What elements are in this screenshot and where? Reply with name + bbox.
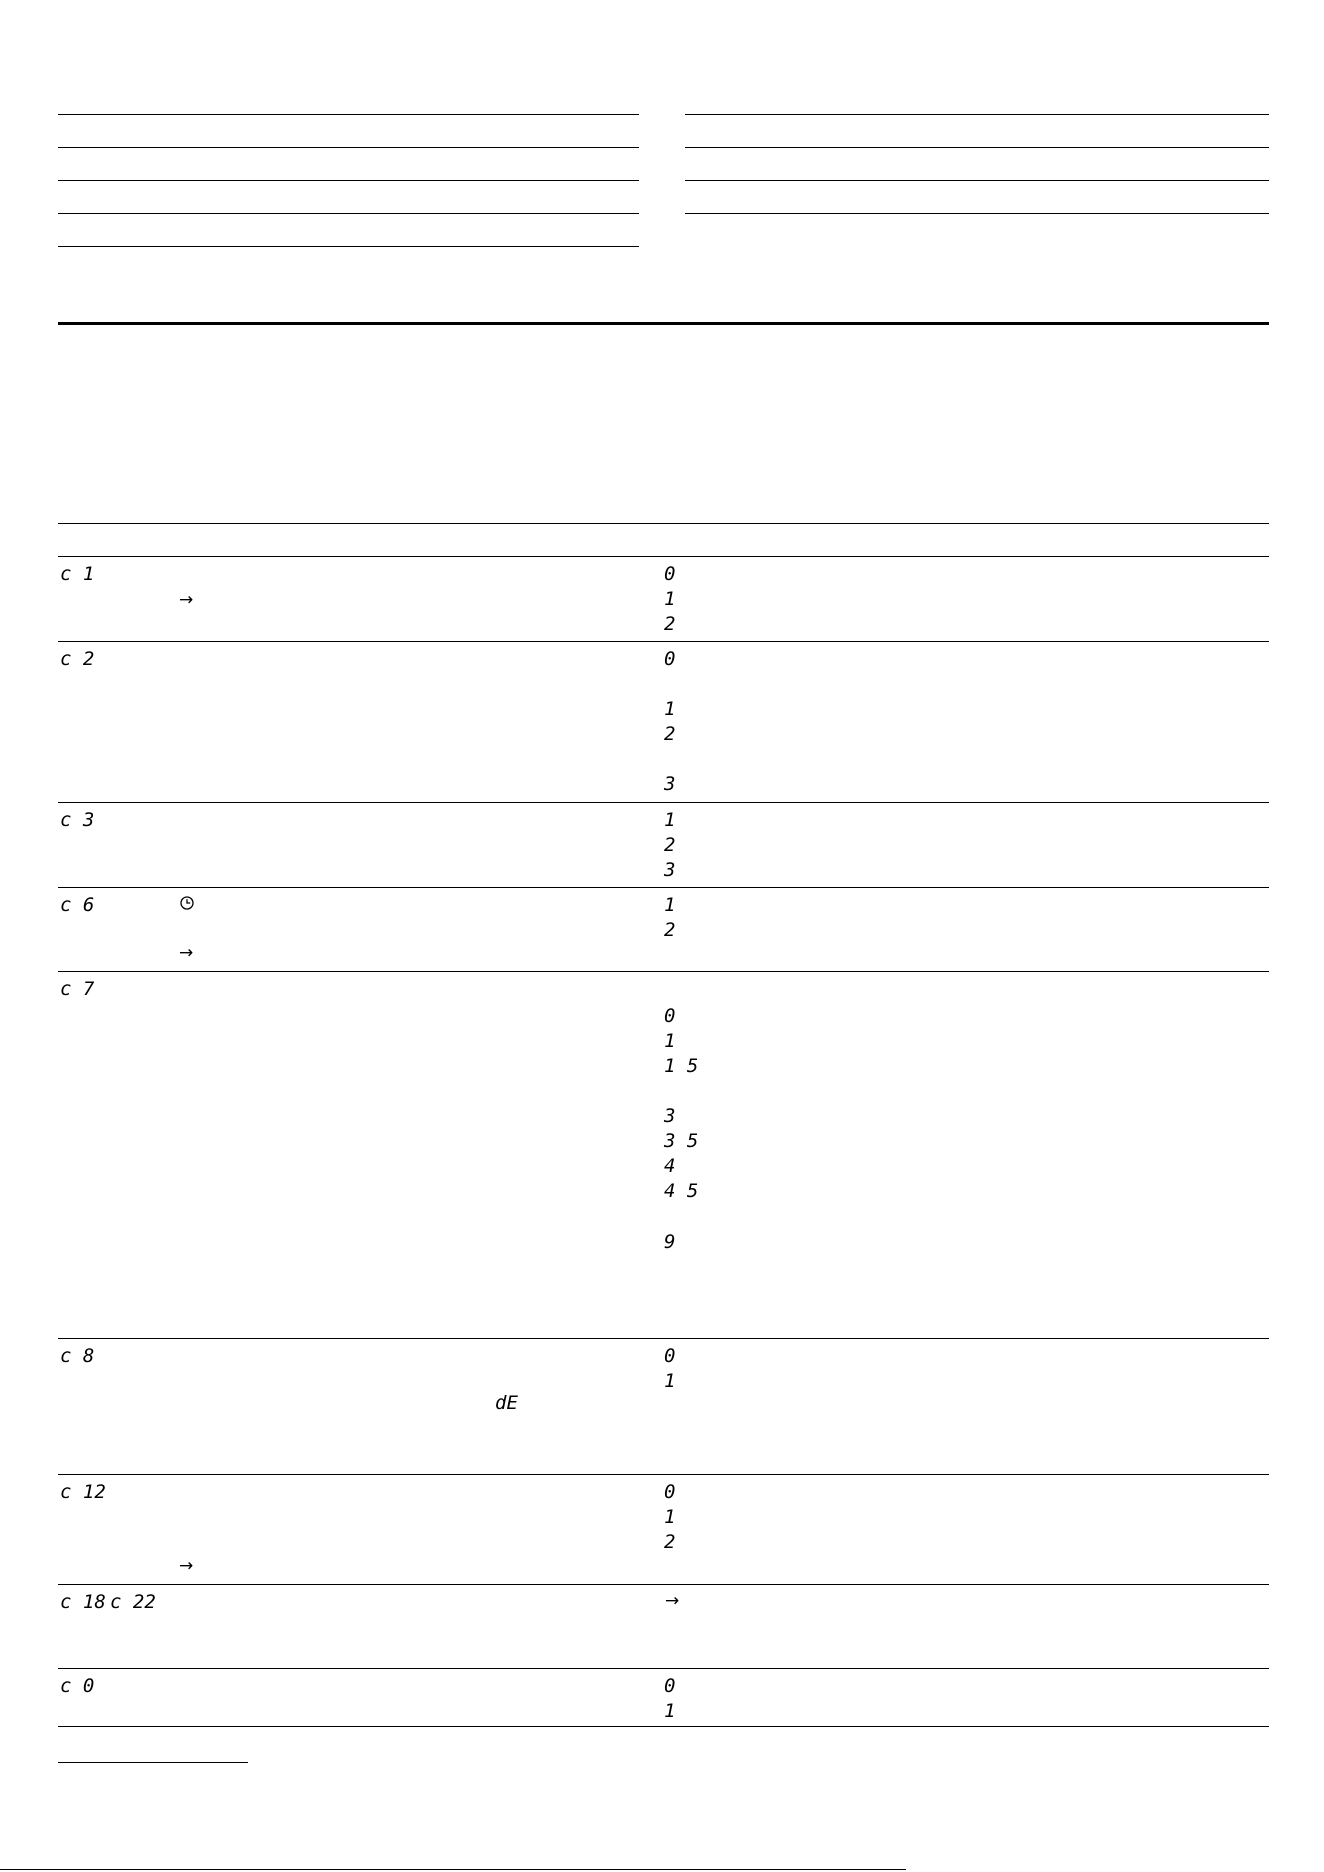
row-divider-c0 (58, 1668, 1269, 1669)
value-c2-2: 2 (664, 723, 676, 745)
value-c3-2: 2 (664, 834, 676, 856)
table-bottom (58, 1726, 1269, 1727)
section-divider (58, 322, 1269, 325)
value-c3-1: 1 (664, 809, 676, 831)
param-code-c0: c 0 (60, 1675, 95, 1697)
param-code-c2: c 2 (60, 648, 95, 670)
top-rule-left-2 (58, 147, 639, 148)
top-rule-left-5 (58, 246, 639, 247)
value-c1-1: 1 (664, 588, 676, 610)
arrow-icon: → (179, 943, 194, 963)
value-c8-1: 1 (664, 1370, 676, 1392)
value-c1-2: 2 (664, 613, 676, 635)
row-divider-c6 (58, 887, 1269, 888)
param-code-c3: c 3 (60, 809, 95, 831)
param-code-c12: c 12 (60, 1481, 106, 1503)
row-divider-c8 (58, 1338, 1269, 1339)
param-code-c8: c 8 (60, 1345, 95, 1367)
clock-icon (180, 896, 194, 910)
value-c7-15: 1 5 (664, 1055, 699, 1077)
arrow-icon: → (179, 1556, 194, 1576)
row-divider-c18 (58, 1584, 1269, 1585)
value-c7-9: 9 (664, 1231, 676, 1253)
table-header-bottom (58, 556, 1269, 557)
top-rule-right-2 (685, 147, 1269, 148)
value-c7-35: 3 5 (664, 1130, 699, 1152)
top-rule-left-4 (58, 213, 639, 214)
param-code-c6: c 6 (60, 894, 95, 916)
value-c12-1: 1 (664, 1506, 676, 1528)
top-rule-right-3 (685, 180, 1269, 181)
top-rule-left-1 (58, 114, 639, 115)
value-c8-0: 0 (664, 1345, 676, 1367)
param-code-c7: c 7 (60, 978, 95, 1000)
param-code-c18: c 18 (60, 1591, 106, 1613)
page-bottom-rule (0, 1869, 906, 1870)
top-rule-left-3 (58, 180, 639, 181)
footnote-rule (58, 1762, 248, 1763)
table-header-top (58, 523, 1269, 524)
value-c12-0: 0 (664, 1481, 676, 1503)
param-code-c22: c 22 (110, 1591, 156, 1613)
value-c12-2: 2 (664, 1531, 676, 1553)
value-c6-1: 1 (664, 894, 676, 916)
display-code-de: dE (495, 1392, 518, 1414)
value-c3-3: 3 (664, 859, 676, 881)
value-c7-1: 1 (664, 1030, 676, 1052)
arrow-icon: → (179, 590, 194, 610)
value-c7-45: 4 5 (664, 1180, 699, 1202)
row-divider-c3 (58, 802, 1269, 803)
row-divider-c2 (58, 641, 1269, 642)
value-c7-0: 0 (664, 1005, 676, 1027)
value-c2-3: 3 (664, 773, 676, 795)
value-c7-3: 3 (664, 1105, 676, 1127)
value-c7-4: 4 (664, 1155, 676, 1177)
value-c2-0: 0 (664, 648, 676, 670)
top-rule-right-1 (685, 114, 1269, 115)
value-c1-0: 0 (664, 563, 676, 585)
value-c6-2: 2 (664, 919, 676, 941)
row-divider-c12 (58, 1474, 1269, 1475)
param-code-c1: c 1 (60, 563, 95, 585)
top-rule-right-4 (685, 213, 1269, 214)
value-c2-1: 1 (664, 698, 676, 720)
arrow-icon: → (665, 1591, 680, 1611)
value-c0-0: 0 (664, 1675, 676, 1697)
row-divider-c7 (58, 971, 1269, 972)
value-c0-1: 1 (664, 1700, 676, 1722)
